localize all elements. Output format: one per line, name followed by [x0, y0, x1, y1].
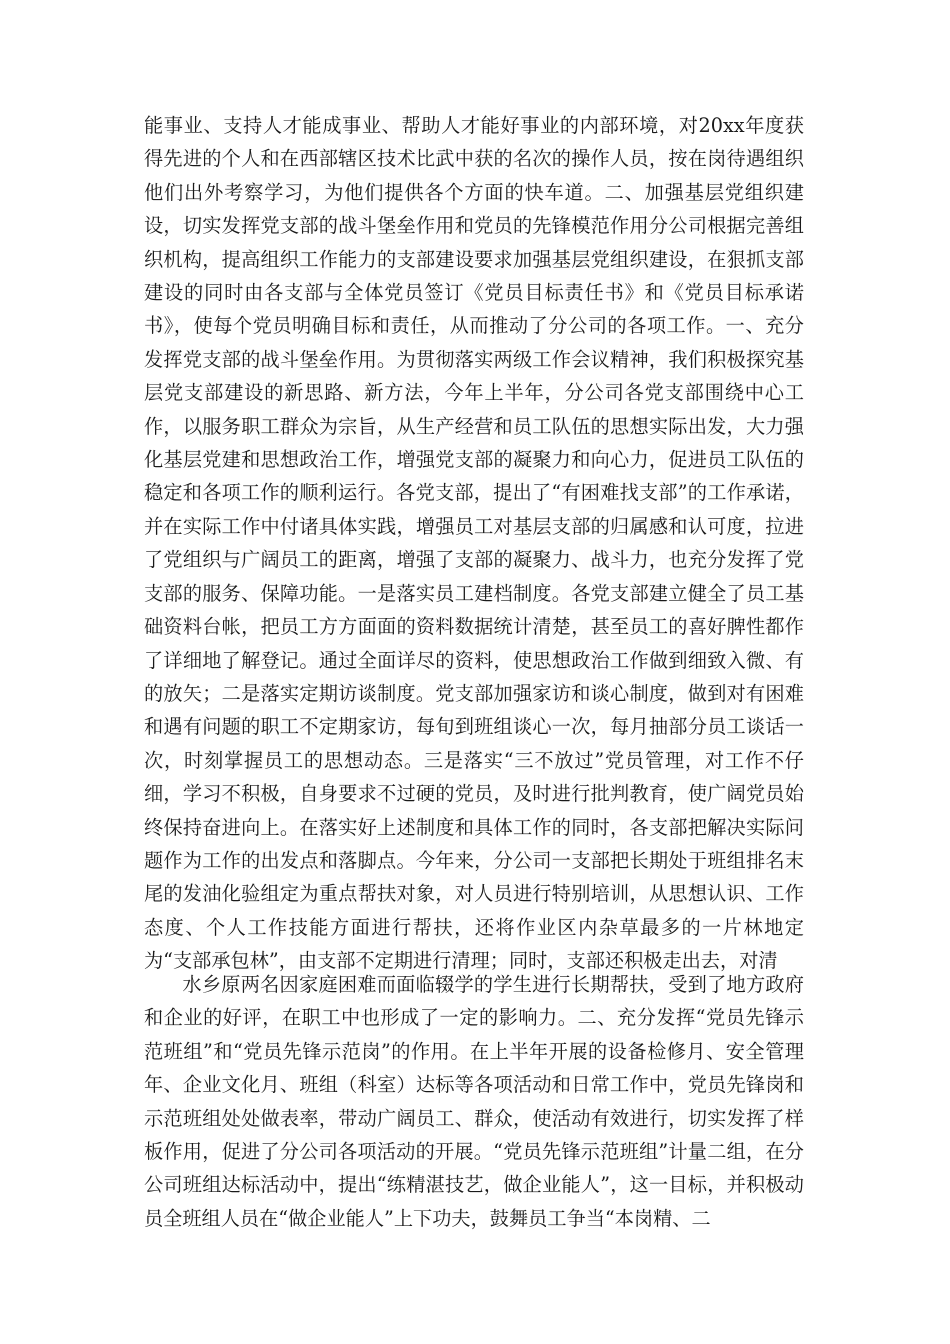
body-paragraph-1: 能事业、支持人才能成事业、帮助人才能好事业的内部环境，对20xx年度获得先进的个人和在西部辖区技术比武中获的名次的操作人员，按在岗待遇组织他们出外考察学习，为他们提供各个方面的快车道。二、加强基层党组织建设，切实发挥党支部的战斗堡垒作用和党员的先锋模范作用分公司根据完善组织机构，提高组织工作能力的支部建设要求加强基层党组织建设，在狠抓支部建设的同时由各支部与全体党员签订《党员目标责任书》和《党员目标承诺书》，使每个党员明确目标和责任，从而推动了分公司的各项工作。一、充分发挥党支部的战斗堡垒作用。为贯彻落实两级工作会议精神，我们积极探究基层党支部建设的新思路、新方法，今年上半年，分公司各党支部围绕中心工作，以服务职工群众为宗旨，从生产经营和员工队伍的思想实际出发，大力强化基层党建和思想政治工作，增强党支部的凝聚力和向心力，促进员工队伍的稳定和各项工作的顺利运行。各党支部，提出了“有困难找支部”的工作承诺，并在实际工作中付诸具体实践，增强员工对基层支部的归属感和认可度，拉进了党组织与广阔员工的距离，增强了支部的凝聚力、战斗力，也充分发挥了党支部的服务、保障功能。一是落实员工建档制度。各党支部建立健全了员工基础资料台帐，把员工方方面面的资料数据统计清楚，甚至员工的喜好脾性都作了详细地了解登记。通过全面详尽的资料，使思想政治工作做到细致入微、有的放矢；二是落实定期访谈制度。党支部加强家访和谈心制度，做到对有困难和遇有问题的职工不定期家访，每旬到班组谈心一次，每月抽部分员工谈话一次，时刻掌握员工的思想动态。三是落实“三不放过”党员管理，对工作不仔细，学习不积极，自身要求不过硬的党员，及时进行批判教育，使广阔党员始终保持奋进向上。在落实好上述制度和具体工作的同时，各支部把解决实际问题作为工作的出发点和落脚点。今年来，分公司一支部把长期处于班组排名末尾的发油化验组定为重点帮扶对象，对人员进行特别培训，从思想认识、工作态度、个人工作技能方面进行帮扶，还将作业区内杂草最多的一片林地定为“支部承包林”，由支部不定期进行清理；同时，支部还积极走出去，对清: [144, 114, 804, 973]
body-paragraph-2: 水乡原两名因家庭困难而面临辍学的学生进行长期帮扶，受到了地方政府和企业的好评，在职工中也形成了一定的影响力。二、充分发挥“党员先锋示范班组”和“党员先锋示范岗”的作用。在上半年开展的设备检修月、安全管理年、企业文化月、班组（科室）达标等各项活动和日常工作中，党员先锋岗和示范班组处处做表率，带动广阔员工、群众，使活动有效进行，切实发挥了样板作用，促进了分公司各项活动的开展。“党员先锋示范班组”计量二组，在分公司班组达标活动中，提出“练精湛技艺，做企业能人”，这一目标，并积极动员全班组人员在“做企业能人”上下功夫，鼓舞员工争当“本岗精、二: [144, 973, 804, 1230]
